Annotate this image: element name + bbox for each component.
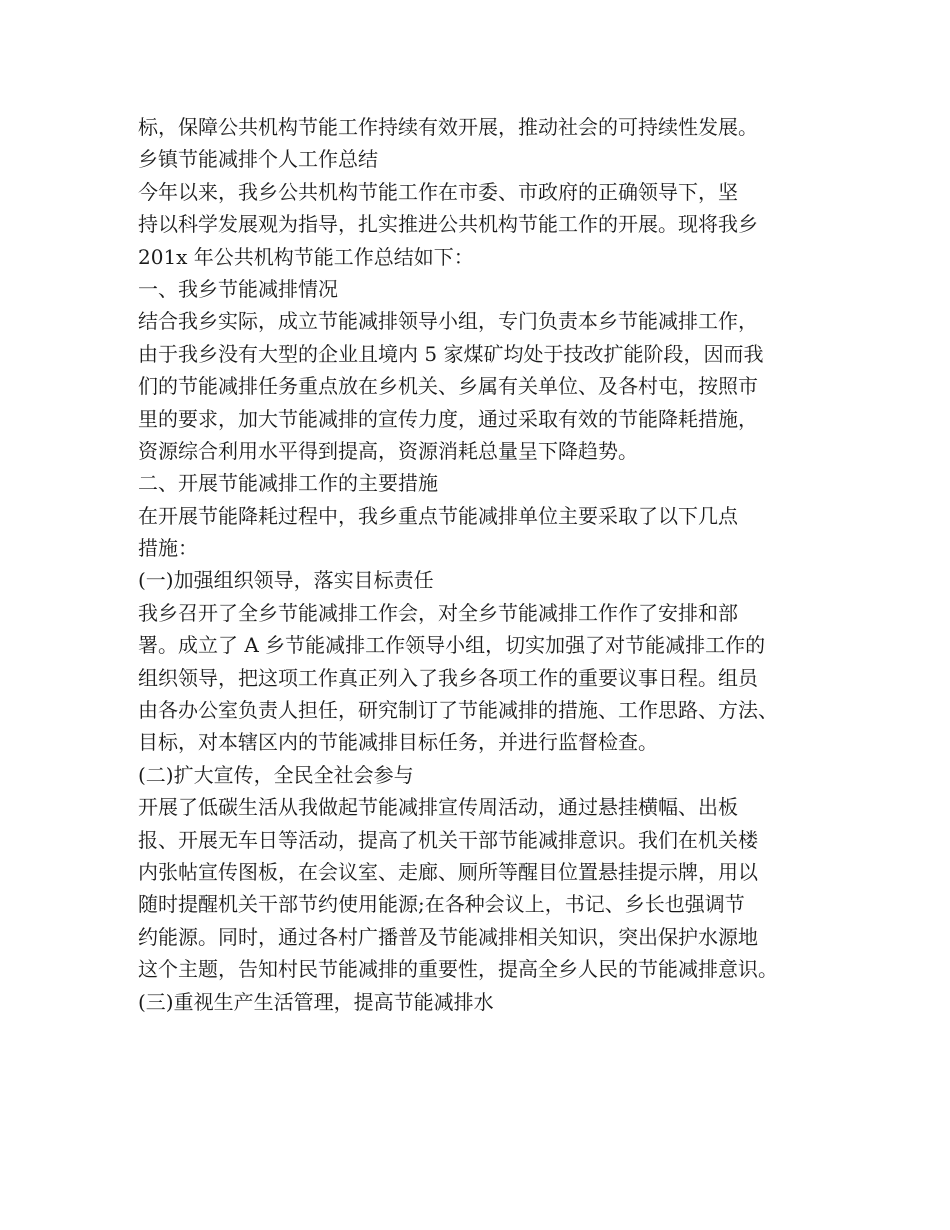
subsection-heading-2: (二)扩大宣传，全民全社会参与	[138, 762, 414, 787]
text-line-14: 措施：	[138, 536, 198, 561]
text-line-9: 们的节能减排任务重点放在乡机关、乡属有关单位、及各村屯，按照市	[138, 374, 758, 399]
section-heading-2: 二、开展节能减排工作的主要措施	[138, 471, 438, 496]
text-line-7: 结合我乡实际，成立节能减排领导小组，专门负责本乡节能减排工作，	[138, 309, 758, 334]
text-line-16: 我乡召开了全乡节能减排工作会，对全乡节能减排工作作了安排和部	[138, 600, 738, 625]
text-line-26: 约能源。同时，通过各村广播普及节能减排相关知识，突出保护水源地	[138, 924, 758, 949]
text-line-11: 资源综合利用水平得到提高，资源消耗总量呈下降趋势。	[138, 438, 638, 463]
text-line-5: 201x 年公共机构节能工作总结如下：	[138, 244, 474, 269]
text-line-24: 内张帖宣传图板，在会议室、走廊、厕所等醒目位置悬挂提示牌，用以	[138, 859, 758, 884]
section-heading-summary-title: 乡镇节能减排个人工作总结	[138, 147, 378, 172]
subsection-heading-1: (一)加强组织领导，落实目标责任	[138, 568, 434, 593]
text-line-3: 今年以来，我乡公共机构节能工作在市委、市政府的正确领导下，坚	[138, 179, 738, 204]
text-line-17: 署。成立了 A 乡节能减排工作领导小组，切实加强了对节能减排工作的	[138, 633, 766, 658]
text-line-19: 由各办公室负责人担任，研究制订了节能减排的措施、工作思路、方法、	[138, 698, 778, 723]
text-line-18: 组织领导，把这项工作真正列入了我乡各项工作的重要议事日程。组员	[138, 665, 758, 690]
text-line-27: 这个主题，告知村民节能减排的重要性，提高全乡人民的节能减排意识。	[138, 957, 778, 982]
text-line-20: 目标，对本辖区内的节能减排目标任务，并进行监督检查。	[138, 730, 658, 755]
text-line-22: 开展了低碳生活从我做起节能减排宣传周活动，通过悬挂横幅、出板	[138, 795, 738, 820]
subsection-heading-3: (三)重视生产生活管理，提高节能减排水	[138, 989, 494, 1014]
text-line-13: 在开展节能降耗过程中，我乡重点节能减排单位主要采取了以下几点	[138, 503, 738, 528]
text-line-25: 随时提醒机关干部节约使用能源;在各种会议上，书记、乡长也强调节	[138, 892, 745, 917]
document-body	[138, 111, 838, 1018]
text-line-8: 由于我乡没有大型的企业且境内 5 家煤矿均处于技改扩能阶段，因而我	[138, 341, 764, 366]
text-line-23: 报、开展无车日等活动，提高了机关干部节能减排意识。我们在机关楼	[138, 827, 758, 852]
text-line-1: 标，保障公共机构节能工作持续有效开展，推动社会的可持续性发展。	[138, 115, 758, 139]
text-line-4: 持以科学发展观为指导，扎实推进公共机构节能工作的开展。现将我乡	[138, 212, 758, 237]
text-line-10: 里的要求，加大节能减排的宣传力度，通过采取有效的节能降耗措施，	[138, 406, 758, 431]
section-heading-1: 一、我乡节能减排情况	[138, 276, 338, 301]
